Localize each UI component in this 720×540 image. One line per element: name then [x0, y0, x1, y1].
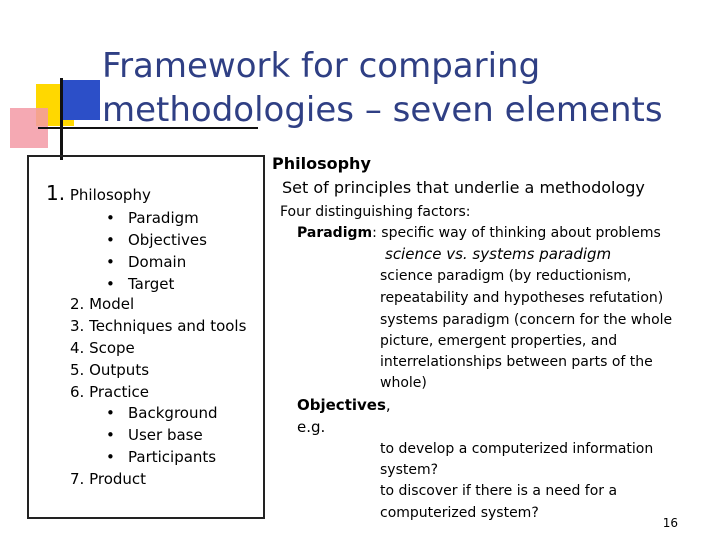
sub-item-paradigm: Paradigm	[128, 209, 199, 227]
sub-item-objectives: Objectives	[128, 231, 207, 249]
bullet-background: •	[106, 404, 115, 422]
example-2b: computerized system?	[380, 505, 539, 521]
bullet-user-base: •	[106, 426, 115, 444]
example-1b: system?	[380, 462, 439, 478]
list-item-1: 1. Philosophy	[46, 181, 151, 205]
factors-intro: Four distinguishing factors:	[280, 204, 471, 220]
eg-label: e.g.	[297, 418, 326, 436]
list-item-3: 3. Techniques and tools	[70, 317, 247, 335]
sub-item-user-base: User base	[128, 426, 203, 444]
list-item-7: 7. Product	[70, 470, 147, 488]
title-line-2: methodologies – seven elements	[102, 90, 663, 130]
title-line-1: Framework for comparing	[102, 46, 541, 86]
example-2a: to discover if there is a need for a	[380, 483, 618, 499]
slide-title	[102, 44, 702, 132]
paradigm-text: : specific way of thinking about problems	[372, 225, 661, 241]
list-item-5: 5. Outputs	[70, 361, 150, 379]
philosophy-definition: Set of principles that underlie a methodology	[282, 178, 645, 197]
objectives-line: Objectives,	[297, 396, 391, 414]
paradigm-detail-1: science paradigm (by reductionism,	[380, 268, 632, 284]
bullet-paradigm: •	[106, 209, 115, 227]
sub-item-background: Background	[128, 404, 218, 422]
bullet-target: •	[106, 275, 115, 293]
list-item-2: 2. Model	[70, 295, 135, 313]
page-number: 16	[662, 516, 678, 530]
bullet-domain: •	[106, 253, 115, 271]
sub-item-domain: Domain	[128, 253, 187, 271]
list-item-6: 6. Practice	[70, 383, 150, 401]
paradigm-label: Paradigm	[297, 225, 373, 241]
sub-item-target: Target	[128, 275, 175, 293]
paradigm-detail-4: picture, emergent properties, and	[380, 333, 618, 349]
philosophy-heading: Philosophy	[272, 154, 371, 173]
sub-item-participants: Participants	[128, 448, 217, 466]
bullet-objectives: •	[106, 231, 115, 249]
list-item-4: 4. Scope	[70, 339, 135, 357]
paradigm-detail-5: interrelationships between parts of the	[380, 354, 653, 370]
paradigm-detail-2: repeatability and hypotheses refutation)	[380, 290, 664, 306]
bullet-participants: •	[106, 448, 115, 466]
objectives-label: Objectives	[297, 396, 386, 414]
paradigm-detail-6: whole)	[380, 375, 427, 391]
science-vs-systems: science vs. systems paradigm	[385, 245, 612, 263]
decorative-blue-square	[60, 80, 100, 120]
example-1a: to develop a computerized information	[380, 441, 654, 457]
paradigm-line	[297, 223, 661, 243]
paradigm-detail-3: systems paradigm (concern for the whole	[380, 312, 673, 328]
decorative-vertical-line	[60, 78, 63, 160]
